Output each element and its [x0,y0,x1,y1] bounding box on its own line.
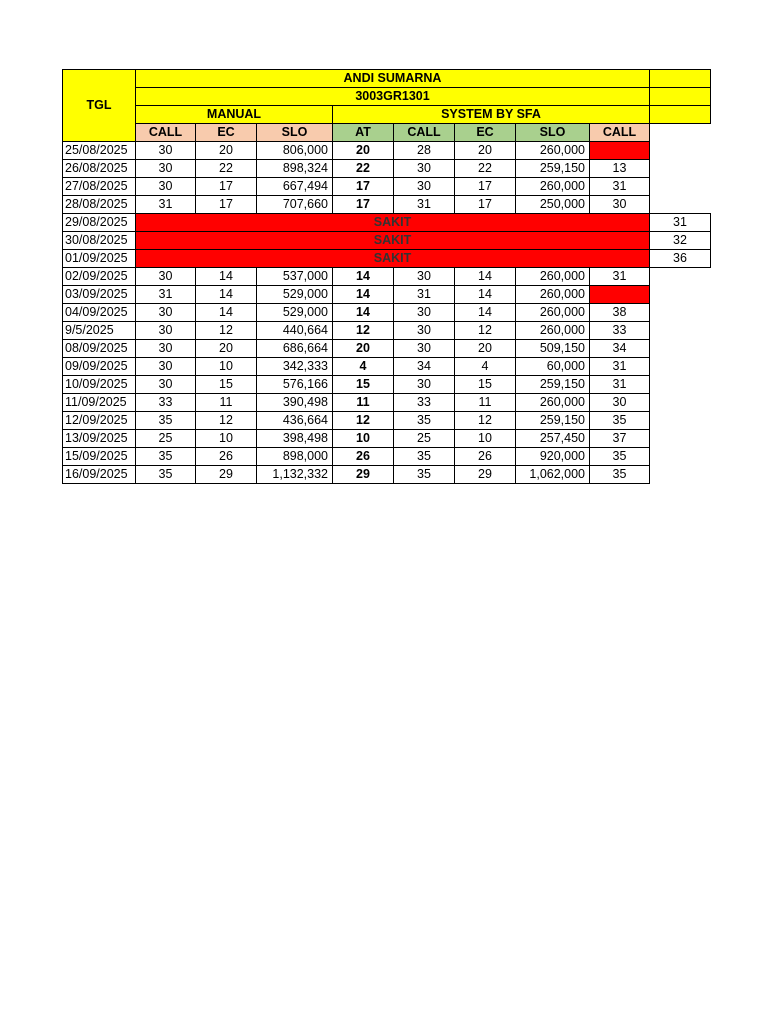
manual-ec-cell: 10 [196,430,257,448]
system-slo-cell: 260,000 [516,142,590,160]
manual-slo-cell: 390,498 [257,394,333,412]
table-row [63,322,711,340]
table-row [63,358,711,376]
manual-call-cell: 35 [136,448,196,466]
spreadsheet-table [62,69,711,484]
system-call-cell: 30 [394,376,455,394]
system-call-cell: 33 [394,394,455,412]
system-at-cell: 14 [333,304,394,322]
table-row [63,214,711,232]
extra-call-cell: 31 [650,214,711,232]
system-ec-cell: 29 [455,466,516,484]
system-call-cell: 30 [394,268,455,286]
extra-call-cell: 32 [650,232,711,250]
manual-slo-cell: 436,664 [257,412,333,430]
manual-ec-cell: 22 [196,160,257,178]
extra-call-cell: 38 [590,304,650,322]
col-extra-call: CALL [590,124,650,142]
manual-ec-cell: 29 [196,466,257,484]
date-cell: 04/09/2025 [63,304,136,322]
extra-header-cell [650,70,711,88]
system-ec-cell: 12 [455,412,516,430]
manual-slo-cell: 529,000 [257,304,333,322]
system-at-cell: 22 [333,160,394,178]
table-row [63,340,711,358]
system-at-cell: 15 [333,376,394,394]
system-call-cell: 30 [394,160,455,178]
system-call-cell: 30 [394,304,455,322]
extra-call-cell [590,286,650,304]
system-call-cell: 31 [394,286,455,304]
date-cell: 01/09/2025 [63,250,136,268]
system-slo-cell: 920,000 [516,448,590,466]
date-cell: 13/09/2025 [63,430,136,448]
system-slo-cell: 259,150 [516,412,590,430]
system-slo-cell: 509,150 [516,340,590,358]
system-ec-cell: 4 [455,358,516,376]
manual-call-cell: 35 [136,466,196,484]
manual-ec-cell: 17 [196,196,257,214]
manual-call-cell: 33 [136,394,196,412]
manual-slo-cell: 576,166 [257,376,333,394]
system-at-cell: 17 [333,178,394,196]
system-call-cell: 35 [394,412,455,430]
date-cell: 25/08/2025 [63,142,136,160]
system-group-header: SYSTEM BY SFA [333,106,650,124]
col-manual-slo: SLO [257,124,333,142]
system-slo-cell: 260,000 [516,286,590,304]
manual-call-cell: 31 [136,286,196,304]
date-cell: 09/09/2025 [63,358,136,376]
extra-call-cell: 13 [590,160,650,178]
system-call-cell: 34 [394,358,455,376]
date-cell: 27/08/2025 [63,178,136,196]
header-row-groups [63,106,711,124]
system-at-cell: 10 [333,430,394,448]
manual-slo-cell: 398,498 [257,430,333,448]
manual-ec-cell: 12 [196,412,257,430]
extra-call-cell [590,142,650,160]
table-row [63,394,711,412]
col-system-ec: EC [455,124,516,142]
system-at-cell: 14 [333,286,394,304]
manual-ec-cell: 17 [196,178,257,196]
date-cell: 28/08/2025 [63,196,136,214]
sakit-cell: SAKIT [136,250,650,268]
date-cell: 11/09/2025 [63,394,136,412]
system-call-cell: 30 [394,178,455,196]
system-ec-cell: 17 [455,178,516,196]
table-row [63,448,711,466]
extra-call-cell: 37 [590,430,650,448]
system-call-cell: 35 [394,466,455,484]
system-slo-cell: 60,000 [516,358,590,376]
table-row [63,142,711,160]
table-row [63,160,711,178]
extra-call-cell: 35 [590,448,650,466]
system-call-cell: 25 [394,430,455,448]
extra-call-cell: 35 [590,466,650,484]
table-row [63,178,711,196]
extra-header-cell [650,106,711,124]
manual-ec-cell: 14 [196,286,257,304]
manual-slo-cell: 686,664 [257,340,333,358]
date-cell: 12/09/2025 [63,412,136,430]
extra-call-cell: 34 [590,340,650,358]
date-cell: 26/08/2025 [63,160,136,178]
salesman-code: 3003GR1301 [136,88,650,106]
system-ec-cell: 14 [455,286,516,304]
system-slo-cell: 260,000 [516,394,590,412]
system-slo-cell: 260,000 [516,178,590,196]
system-slo-cell: 257,450 [516,430,590,448]
table-row [63,466,711,484]
system-at-cell: 4 [333,358,394,376]
manual-slo-cell: 529,000 [257,286,333,304]
manual-group-header: MANUAL [136,106,333,124]
manual-call-cell: 30 [136,304,196,322]
extra-call-cell: 30 [590,196,650,214]
system-call-cell: 31 [394,196,455,214]
extra-call-cell: 35 [590,412,650,430]
date-cell: 16/09/2025 [63,466,136,484]
table-row [63,412,711,430]
extra-call-cell: 30 [590,394,650,412]
extra-call-cell: 31 [590,376,650,394]
manual-slo-cell: 537,000 [257,268,333,286]
manual-slo-cell: 342,333 [257,358,333,376]
system-ec-cell: 14 [455,304,516,322]
system-at-cell: 17 [333,196,394,214]
date-cell: 02/09/2025 [63,268,136,286]
col-manual-call: CALL [136,124,196,142]
col-manual-ec: EC [196,124,257,142]
manual-call-cell: 35 [136,412,196,430]
manual-call-cell: 30 [136,178,196,196]
extra-call-cell: 31 [590,268,650,286]
manual-slo-cell: 440,664 [257,322,333,340]
table-row [63,196,711,214]
sakit-cell: SAKIT [136,214,650,232]
table-row [63,376,711,394]
col-system-slo: SLO [516,124,590,142]
system-at-cell: 11 [333,394,394,412]
manual-call-cell: 30 [136,358,196,376]
system-at-cell: 20 [333,340,394,358]
manual-call-cell: 30 [136,322,196,340]
manual-call-cell: 25 [136,430,196,448]
manual-call-cell: 30 [136,376,196,394]
date-cell: 9/5/2025 [63,322,136,340]
col-system-call: CALL [394,124,455,142]
manual-slo-cell: 806,000 [257,142,333,160]
table-row [63,232,711,250]
date-cell: 30/08/2025 [63,232,136,250]
manual-call-cell: 31 [136,196,196,214]
table-row [63,250,711,268]
manual-call-cell: 30 [136,160,196,178]
system-ec-cell: 22 [455,160,516,178]
table-row [63,304,711,322]
manual-slo-cell: 707,660 [257,196,333,214]
system-slo-cell: 259,150 [516,160,590,178]
manual-slo-cell: 667,494 [257,178,333,196]
manual-ec-cell: 15 [196,376,257,394]
manual-slo-cell: 898,000 [257,448,333,466]
system-at-cell: 12 [333,322,394,340]
header-row-columns [63,124,711,142]
manual-ec-cell: 14 [196,304,257,322]
manual-slo-cell: 898,324 [257,160,333,178]
manual-slo-cell: 1,132,332 [257,466,333,484]
extra-call-cell: 31 [590,178,650,196]
date-cell: 08/09/2025 [63,340,136,358]
system-slo-cell: 259,150 [516,376,590,394]
manual-ec-cell: 20 [196,142,257,160]
table-row [63,286,711,304]
manual-call-cell: 30 [136,142,196,160]
system-slo-cell: 250,000 [516,196,590,214]
system-ec-cell: 26 [455,448,516,466]
manual-ec-cell: 11 [196,394,257,412]
extra-header-cell [650,88,711,106]
system-slo-cell: 260,000 [516,322,590,340]
system-call-cell: 30 [394,340,455,358]
extra-call-cell: 36 [650,250,711,268]
system-slo-cell: 260,000 [516,304,590,322]
date-cell: 15/09/2025 [63,448,136,466]
manual-ec-cell: 26 [196,448,257,466]
extra-call-cell: 31 [590,358,650,376]
manual-ec-cell: 14 [196,268,257,286]
system-slo-cell: 1,062,000 [516,466,590,484]
system-ec-cell: 11 [455,394,516,412]
col-system-at: AT [333,124,394,142]
system-at-cell: 29 [333,466,394,484]
header-row-code [63,88,711,106]
system-at-cell: 20 [333,142,394,160]
manual-ec-cell: 20 [196,340,257,358]
system-ec-cell: 20 [455,142,516,160]
date-cell: 10/09/2025 [63,376,136,394]
system-at-cell: 12 [333,412,394,430]
extra-call-cell: 33 [590,322,650,340]
system-ec-cell: 15 [455,376,516,394]
date-cell: 29/08/2025 [63,214,136,232]
system-call-cell: 30 [394,322,455,340]
table-row [63,268,711,286]
system-slo-cell: 260,000 [516,268,590,286]
system-ec-cell: 20 [455,340,516,358]
system-ec-cell: 10 [455,430,516,448]
system-at-cell: 26 [333,448,394,466]
sakit-cell: SAKIT [136,232,650,250]
tgl-header: TGL [63,70,136,142]
header-row-name [63,70,711,88]
salesman-name: ANDI SUMARNA [136,70,650,88]
table-row [63,430,711,448]
system-call-cell: 35 [394,448,455,466]
system-ec-cell: 12 [455,322,516,340]
manual-call-cell: 30 [136,340,196,358]
system-ec-cell: 14 [455,268,516,286]
date-cell: 03/09/2025 [63,286,136,304]
system-at-cell: 14 [333,268,394,286]
manual-call-cell: 30 [136,268,196,286]
manual-ec-cell: 10 [196,358,257,376]
system-call-cell: 28 [394,142,455,160]
system-ec-cell: 17 [455,196,516,214]
manual-ec-cell: 12 [196,322,257,340]
